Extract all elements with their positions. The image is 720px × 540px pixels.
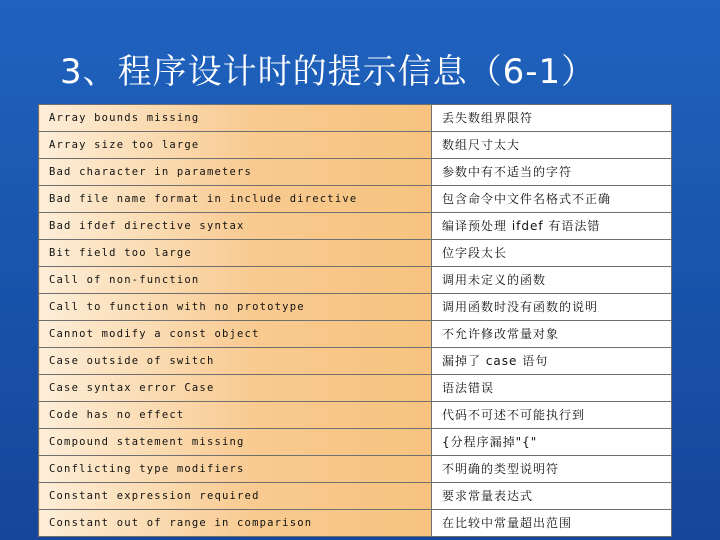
table-row [39, 240, 672, 267]
error-message-en: Constant expression required [39, 483, 432, 510]
table-row [39, 294, 672, 321]
error-message-en: Call to function with no prototype [39, 294, 432, 321]
error-message-cn: 要求常量表达式 [432, 483, 672, 510]
error-message-cn: 代码不可述不可能执行到 [432, 402, 672, 429]
table-row [39, 510, 672, 537]
error-message-cn: 包含命令中文件名格式不正确 [432, 186, 672, 213]
slide-title: 3、程序设计时的提示信息（6-1） [60, 52, 597, 92]
table-row [39, 213, 672, 240]
error-message-en: Array size too large [39, 132, 432, 159]
table-row [39, 429, 672, 456]
table-row [39, 132, 672, 159]
error-message-table [38, 104, 672, 530]
error-message-en: Bad file name format in include directive [39, 186, 432, 213]
error-message-en: Cannot modify a const object [39, 321, 432, 348]
error-message-en: Case syntax error Case [39, 375, 432, 402]
error-message-en: Constant out of range in comparison [39, 510, 432, 537]
error-message-cn: 语法错误 [432, 375, 672, 402]
table-row [39, 159, 672, 186]
error-message-en: Code has no effect [39, 402, 432, 429]
table-row [39, 105, 672, 132]
table-row [39, 267, 672, 294]
error-message-en: Compound statement missing [39, 429, 432, 456]
error-message-en: Case outside of switch [39, 348, 432, 375]
error-message-cn: 数组尺寸太大 [432, 132, 672, 159]
error-message-en: Bit field too large [39, 240, 432, 267]
table-row [39, 456, 672, 483]
table-row [39, 186, 672, 213]
error-message-cn: 调用未定义的函数 [432, 267, 672, 294]
error-message-cn: 丢失数组界限符 [432, 105, 672, 132]
error-table [38, 104, 672, 537]
error-message-cn: 编译预处理 ifdef 有语法错 [432, 213, 672, 240]
table-row [39, 321, 672, 348]
table-row [39, 402, 672, 429]
error-message-cn: 调用函数时没有函数的说明 [432, 294, 672, 321]
error-message-cn: 位字段太长 [432, 240, 672, 267]
error-message-cn: 漏掉了 case 语句 [432, 348, 672, 375]
error-message-cn: {分程序漏掉"{" [432, 429, 672, 456]
error-message-en: Bad ifdef directive syntax [39, 213, 432, 240]
error-message-en: Bad character in parameters [39, 159, 432, 186]
table-row [39, 375, 672, 402]
table-row [39, 348, 672, 375]
error-message-cn: 不明确的类型说明符 [432, 456, 672, 483]
error-message-cn: 不允许修改常量对象 [432, 321, 672, 348]
error-message-en: Call of non-function [39, 267, 432, 294]
table-row [39, 483, 672, 510]
error-message-cn: 在比较中常量超出范围 [432, 510, 672, 537]
error-message-en: Conflicting type modifiers [39, 456, 432, 483]
error-message-cn: 参数中有不适当的字符 [432, 159, 672, 186]
error-message-en: Array bounds missing [39, 105, 432, 132]
